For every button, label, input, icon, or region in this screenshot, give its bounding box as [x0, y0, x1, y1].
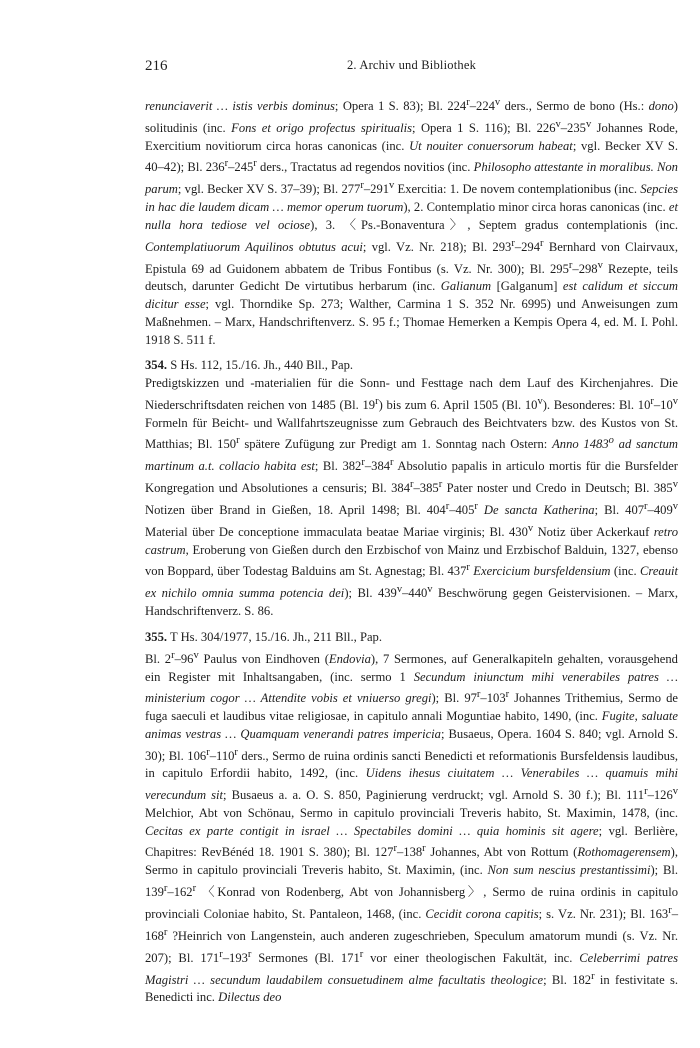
entry-body: Predigtskizzen und -materialien für die Sonn- und Festtage nach dem Lauf des Kirchenjahres. Die Niederschriftsdaten reichen von 1485 (Bl. 19$^r$) bis zum 6. April 1505 (Bl. 10$^v$). Besonderes: Bl. 10$^r$–10$^v$ Formeln für Beicht- und Wallfahrtszeugnisse zum Gebrauch des Beichtvaters bzw. des Kustos von St. Matthias; Bl. 150$^r$ spätere Zufügung zur Predigt am 1. Sonntag nach Ostern: Anno 1483$^o$ ad sanctum martinum a.t. collacio habita est; Bl. 382$^r$–384$^r$ Absolutio papalis in articulo mortis für die Bursfelder Kongregation und Absolutiones a censuris; Bl. 384$^r$–385$^r$ Pater noster und Credo in Deutsch; Bl. 385$^v$ Notizen über Brand in Gießen, 18. April 1498; Bl. 404$^r$–405$^r$ De sancta Katherina; Bl. 407$^r$–409$^v$ Material über De conceptione immaculata beatae Mariae virginis; Bl. 430$^v$ Notiz über Ackerkauf retro castrum, Eroberung von Gießen durch den Erzbischof von Mainz und Erzbischof Balduin, 1327, ebenso von Boppard, über Todestag Balduins am St. Agnestag; Bl. 437$^r$ Exercicium bursfeldensium (inc. Creauit ex nichilo omnia summa potencia dei); Bl. 439$^v$–440$^v$ Beschwörung gegen Geistervisionen. – Marx, Handschriftenverz. S. 86. — [145, 375, 679, 619]
catalog-text — [145, 94, 678, 1007]
running-head: 2. Archiv und Bibliothek — [346, 58, 477, 72]
book-page — [145, 58, 678, 1015]
entry-shelfmark: T Hs. 304/1977, 15./16. Jh., 211 Bll., Pap. — [169, 629, 382, 644]
catalog-entry-continuation — [145, 94, 678, 349]
entry-body: renunciaverit … istis verbis dominus; Opera 1 S. 83); Bl. 224$^r$–224$^v$ ders., Sermo de bono (Hs.: dono) solitudinis (inc. Fons et origo profectus spiritualis; Opera 1 S. 116); Bl. 226$^v$–235$^v$ Johannes Rode, Exercitium novitiorum circa horas canonicas (inc. Ut nouiter conuersorum habeat; vgl. Becker XV S. 40–42); Bl. 236$^r$–245$^r$ ders., Tractatus ad regendos novitios (inc. Philosopho attestante in moralibus. Non parum; vgl. Becker XV S. 37–39); Bl. 277$^r$–291$^v$ Exercitia: 1. De novem contemplationibus (inc. Sepcies in hac die laudem dicam … memor operum tuorum), 2. Contemplatio minor circa horas canonicas (inc. et nulla hora tediose vel ociose), 3. 〈Ps.-Bonaventura〉, Septem gradus contemplationis (inc. Contemplatiuorum Aquilinos obtutus acui; vgl. Vz. Nr. 218); Bl. 293$^r$–294$^r$ Bernhard von Clairvaux, Epistula 69 ad Guidonem abbatem de Tribus Fontibus (s. Vz. Nr. 300); Bl. 295$^r$–298$^v$ Rezepte, teils deutsch, darunter Gedicht De virtutibus herbarum (inc. Galianum [Galganum] est calidum et siccum dicitur esse; vgl. Thorndike Sp. 273; Walther, Carmina 1 S. 352 Nr. 6995) und Anweisungen zum Maßnehmen. – Marx, Handschriftenverz. S. 95 f.; Thomae Hemerken a Kempis Opera 4, ed. M. I. Pohl. 1918 S. 511 f. — [145, 97, 679, 347]
entry-number: 355. — [145, 629, 168, 644]
page-number: 216 — [145, 58, 168, 74]
entry-heading — [145, 629, 678, 647]
page-header — [145, 58, 678, 80]
catalog-entry-354 — [145, 357, 678, 621]
entry-body: Bl. 2$^r$–96$^v$ Paulus von Eindhoven (Endovia), 7 Sermones, auf Generalkapiteln gehalten, vorausgehend ein Register mit Inhaltsangaben, (inc. sermo 1 Secundum iniunctum mihi venerabiles patres … ministerium cogor … Attendite vobis et vniuerso gregi); Bl. 97$^r$–103$^r$ Johannes Trithemius, Sermo de fuga saeculi et laudibus vitae religiosae, in capitulo annali Moguntiae habito, 1490, (inc. Fugite, saluate animas vestras … Quamquam venerandi patres impericia; Busaeus, Opera. 1604 S. 840; vgl. Arnold S. 30); Bl. 106$^r$–110$^r$ ders., Sermo de ruina ordinis sancti Benedicti et reformationis Bursfeldensis laudibus, in capitulo Erfordii habito, 1492, (inc. Uidens ihesus ciuitatem … Venerabiles … quamuis mihi verecundum sit; Busaeus a. a. O. S. 850, Paginierung verdruckt; vgl. Arnold S. 30 f.); Bl. 111$^r$–126$^v$ Melchior, Abt von Schönau, Sermo in capitulo provinciali Treveris habito, St. Maximin, 1478, (inc. Cecitas ex parte contigit in israel … Spectabiles domini … quia hominis sit agere; vgl. Berlière, Chapitres: RevBénéd 18. 1901 S. 380); Bl. 127$^r$–138$^r$ Johannes, Abt von Rottum (Rothomagerensem), Sermo in capitulo provinciali Treveris habito, St. Maximin, (inc. Non sum nescius prestantissimi); Bl. 139$^r$–162$^r$ 〈Konrad von Rodenberg, Abt von Johannisberg〉, Sermo de ruina ordinis in capitulo provinciali Coloniae habito, St. Pantaleon, 1468, (inc. Cecidit corona capitis; s. Vz. Nr. 231); Bl. 163$^r$–168$^r$ ?Heinrich von Langenstein, auch anderen zugeschrieben, Speculum amatorum mundi (s. Vz. Nr. 207); Bl. 171$^r$–193$^r$ Sermones (Bl. 171$^r$ vor einer theologischen Fakultät, inc. Celeberrimi patres Magistri … secundum laudabilem consuetudinem alme facultatis theologice; Bl. 182$^r$ in festivitate s. Benedicti inc. Dilectus deo — [145, 649, 679, 1005]
entry-number: 354. — [145, 358, 168, 373]
catalog-entry-355 — [145, 629, 678, 1007]
entry-heading — [145, 357, 678, 375]
entry-shelfmark: S Hs. 112, 15./16. Jh., 440 Bll., Pap. — [170, 358, 354, 373]
